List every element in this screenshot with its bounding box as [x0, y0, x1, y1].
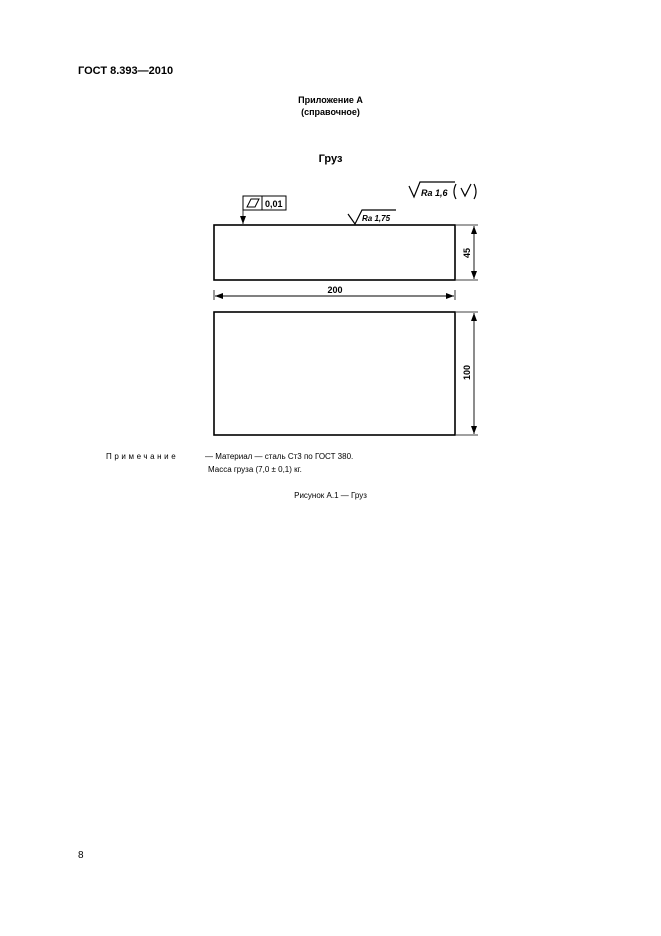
- dimension-depth: [456, 312, 478, 435]
- flatness-value: 0,01: [265, 199, 283, 209]
- weight-side-view: [214, 225, 455, 280]
- page-number: 8: [78, 850, 84, 861]
- general-roughness-mark: [409, 182, 476, 199]
- section-title: Груз: [318, 153, 343, 165]
- roughness-check-icon: [461, 184, 471, 196]
- note-text-material: — Материал — сталь Ст3 по ГОСТ 380.: [205, 452, 354, 461]
- note-label: Примечание: [106, 452, 179, 461]
- dimension-width: [214, 285, 455, 300]
- dimension-width-value: 200: [327, 285, 343, 295]
- roughness-top-value: Ra 1,75: [362, 214, 391, 223]
- dimension-height: [456, 225, 478, 280]
- dimension-height-value: 45: [462, 247, 472, 258]
- flatness-tolerance-frame: [243, 196, 286, 224]
- technical-drawing: [0, 0, 661, 460]
- figure-caption: Рисунок А.1 — Груз: [294, 491, 367, 500]
- appendix-title: Приложение А: [298, 95, 363, 105]
- flatness-symbol-icon: [247, 199, 259, 207]
- weight-top-view: [214, 312, 455, 435]
- dimension-depth-value: 100: [462, 364, 472, 380]
- document-header: ГОСТ 8.393—2010: [78, 65, 174, 77]
- top-surface-roughness-mark: [348, 210, 396, 224]
- appendix-subtitle: (справочное): [301, 107, 360, 117]
- roughness-general-value: Ra 1,6: [421, 188, 448, 198]
- note-text-mass: Масса груза (7,0 ± 0,1) кг.: [208, 465, 302, 474]
